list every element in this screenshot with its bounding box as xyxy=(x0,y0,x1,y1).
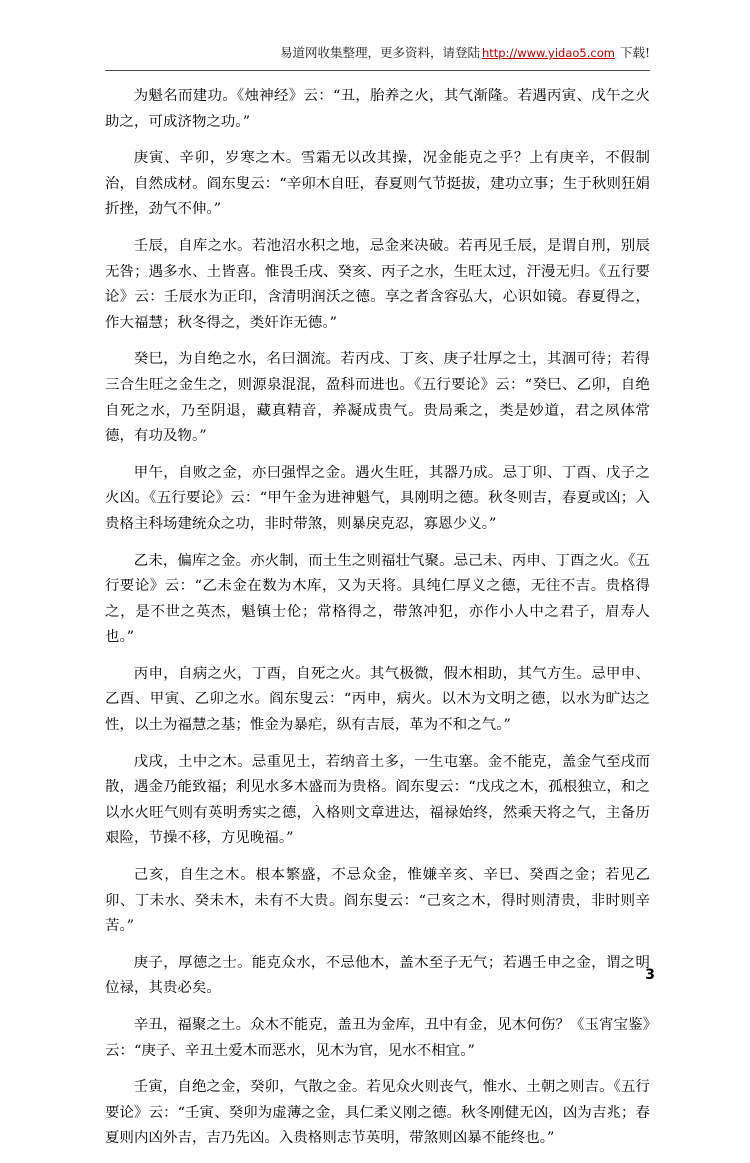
paragraph: 庚子，厚德之士。能克众水，不忌他木，盖木至子无气；若遇壬申之金，谓之明位禄，其贵必矣。 xyxy=(105,954,650,997)
paragraph: 己亥，自生之木。根本繁盛，不忌众金，惟嫌辛亥、辛巳、癸酉之金；若见乙卯、丁未水、癸未木，未有不大贵。阎东叟云：“己亥之木，得时则清贵，非时则辛苦。” xyxy=(105,867,650,935)
paragraph: 壬寅，自绝之金，癸卯，气散之金。若见众火则丧气，惟水、土朝之则吉。《五行要论》云：“壬寅、癸卯为虚薄之金，具仁柔义刚之德。秋冬刚健无凶，凶为吉兆；春夏则内凶外吉，吉乃先凶。入贵格则志节英明，带煞则凶暴不能终也。” xyxy=(105,1079,650,1147)
paragraph: 庚寅、辛卯，岁寒之木。雪霜无以改其操，况金能克之乎？上有庚辛，不假制治，自然成材。阎东叟云：“辛卯木自旺，春夏则气节挺拔，建功立事；生于秋则狂娟折挫，劲气不伸。” xyxy=(105,150,650,218)
paragraph: 壬辰，自库之水。若池沼水积之地，忌金来决破。若再见壬辰，是谓自刑，别辰无咎；遇多水、土皆喜。惟畏壬戌、癸亥、丙子之水，生旺太过，汗漫无归。《五行要论》云：壬辰水为正印，含清明润沃之德。享之者含容弘大，心识如镜。春夏得之，作大福慧；秋冬得之，类奸诈无德。” xyxy=(105,237,650,331)
page-number: 3 xyxy=(645,967,655,983)
paragraph: 甲午，自败之金，亦曰强悍之金。遇火生旺，其器乃成。忌丁卯、丁酉、戊子之火凶。《五行要论》云：“甲午金为进神魁气，具刚明之德。秋冬则吉，春夏或凶；入贵格主科场建统众之功，非时带煞，则暴戾克忍，寡恩少义。” xyxy=(105,464,650,532)
header-notice-suffix: 下载! xyxy=(619,45,650,60)
document-body xyxy=(105,84,650,1163)
page-header xyxy=(105,44,650,62)
header-site-link[interactable]: http://www.yidao5.com xyxy=(482,46,615,60)
header-divider xyxy=(105,70,650,71)
paragraph: 乙未，偏库之金。亦火制，而土生之则福壮气聚。忌己未、丙申、丁酉之火。《五行要论》云：“乙未金在数为木库，又为天将。具纯仁厚义之德，无往不吉。贵格得之，是不世之英杰，魁镇士伦；常格得之，带煞冲犯，亦作小人中之君子，眉寿人也。” xyxy=(105,552,650,646)
header-notice-prefix: 易道网收集整理，更多资料，请登陆 xyxy=(279,45,480,60)
paragraph: 戊戌，土中之木。忌重见土，若纳音土多，一生屯塞。金不能克，盖金气至戌而散，遇金乃能致福；利见水多木盛而为贵格。阎东叟云：“戊戌之木，孤根独立，和之以水火旺气则有英明秀实之德，入格则文章进达，福禄始终，然乘天将之气，主备历艰险，节操不移，方见晚福。” xyxy=(105,753,650,847)
paragraph: 癸巳，为自绝之水，名曰涸流。若丙戌、丁亥、庚子壮厚之土，其涸可待；若得三合生旺之金生之，则源泉混混，盈科而进也。《五行要论》云：“癸巳、乙卯，自绝自死之水，乃至阴退，藏真精音，养凝成贵气。贵局乘之，类是妙道，君之夙体常德，有功及物。” xyxy=(105,351,650,445)
paragraph: 丙申，自病之火，丁酉，自死之火。其气极微，假木相助，其气方生。忌甲申、乙酉、甲寅、乙卯之水。阎东叟云：“丙申，病火。以木为文明之德，以水为旷达之性，以土为福慧之基；惟金为暴疟，纵有吉辰，革为不和之气。” xyxy=(105,665,650,734)
paragraph: 为魁名而建功。《烛神经》云：“丑，胎养之火，其气渐隆。若遇丙寅、戊午之火助之，可成济物之功。” xyxy=(105,88,650,130)
paragraph: 辛丑，福聚之土。众木不能克，盖丑为金库，丑中有金，见木何伤？《玉宵宝鉴》云：“庚子、辛丑土爱木而恶水，见木为官，见水不相宜。” xyxy=(105,1017,650,1059)
